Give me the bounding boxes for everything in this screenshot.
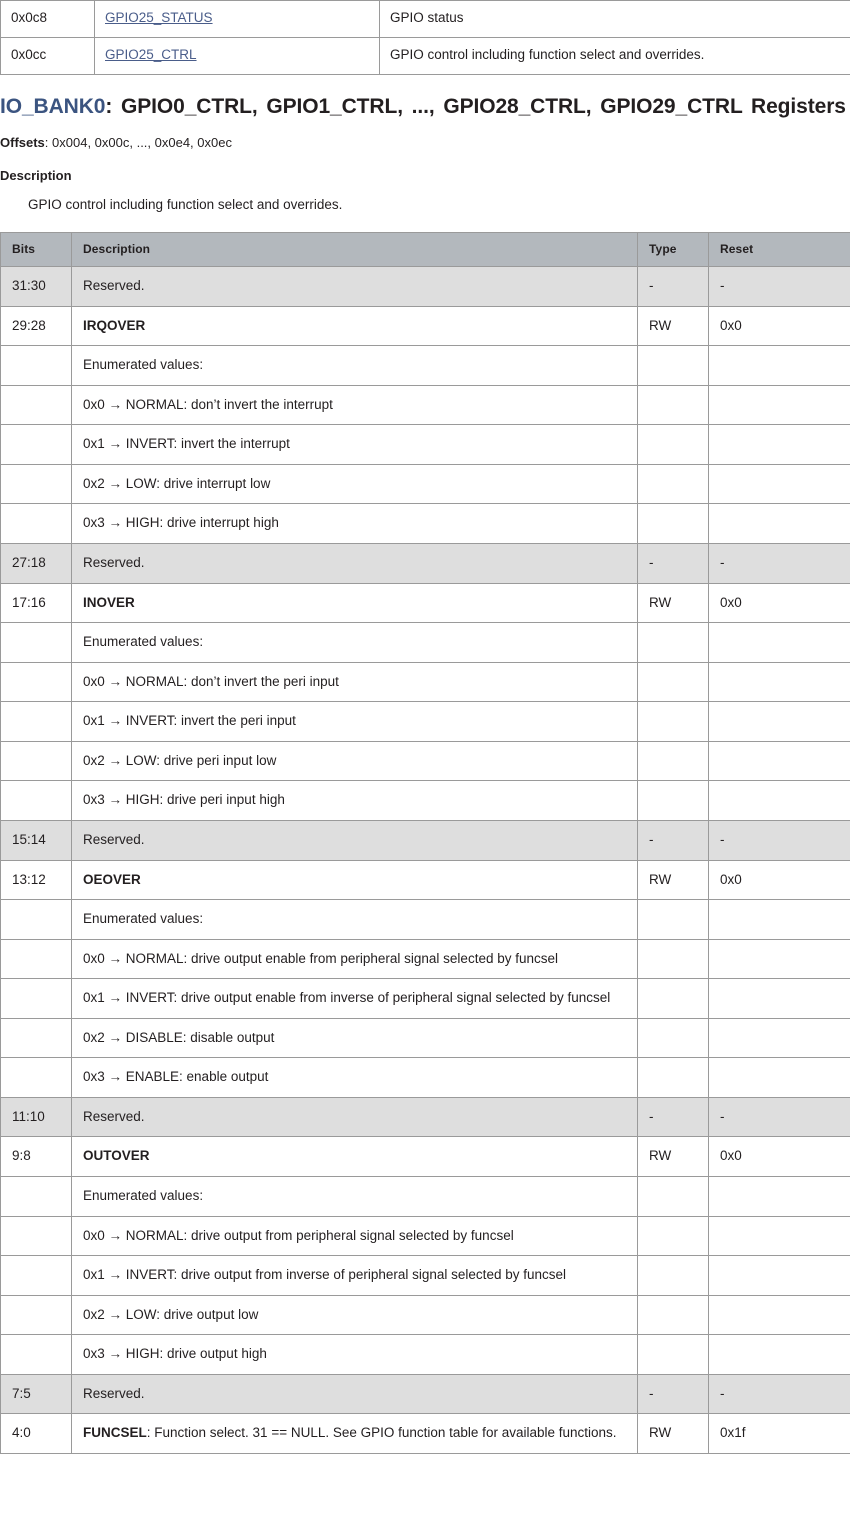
bit-range: 7:5 bbox=[1, 1374, 72, 1414]
bit-range bbox=[1, 1216, 72, 1256]
field-reset-value bbox=[709, 385, 850, 425]
register-link[interactable]: GPIO25_STATUS bbox=[105, 10, 213, 25]
field-reset-value bbox=[709, 1018, 850, 1058]
register-summary-body bbox=[1, 1, 850, 75]
enumerated-value: 0x3 → HIGH: drive peri input high bbox=[72, 781, 638, 821]
reserved-description: Reserved. bbox=[72, 820, 638, 860]
field-name-text: FUNCSEL bbox=[83, 1425, 147, 1441]
table-row bbox=[1, 267, 850, 307]
field-type bbox=[638, 781, 709, 821]
field-name bbox=[72, 306, 638, 346]
field-reset-value: - bbox=[709, 544, 850, 584]
field-reset-value: - bbox=[709, 1374, 850, 1414]
bit-range: 11:10 bbox=[1, 1097, 72, 1137]
table-row bbox=[1, 860, 850, 900]
bit-range bbox=[1, 504, 72, 544]
table-row bbox=[1, 1335, 850, 1375]
field-reset-value: - bbox=[709, 267, 850, 307]
bit-range bbox=[1, 662, 72, 702]
table-row bbox=[1, 1137, 850, 1177]
enumerated-value: 0x0 → NORMAL: don’t invert the interrupt bbox=[72, 385, 638, 425]
field-type bbox=[638, 504, 709, 544]
field-type: - bbox=[638, 1374, 709, 1414]
enumerated-value: 0x2 → DISABLE: disable output bbox=[72, 1018, 638, 1058]
table-row bbox=[1, 662, 850, 702]
bit-range bbox=[1, 939, 72, 979]
bit-range bbox=[1, 623, 72, 663]
enumerated-values-label: Enumerated values: bbox=[72, 900, 638, 940]
table-row bbox=[1, 1374, 850, 1414]
field-type bbox=[638, 979, 709, 1019]
enumerated-value: 0x1 → INVERT: invert the interrupt bbox=[72, 425, 638, 465]
field-type: RW bbox=[638, 583, 709, 623]
field-reset-value bbox=[709, 1335, 850, 1375]
field-name-text: INOVER bbox=[83, 594, 135, 610]
bit-range bbox=[1, 702, 72, 742]
field-name bbox=[72, 860, 638, 900]
reserved-description: Reserved. bbox=[72, 544, 638, 584]
field-type bbox=[638, 939, 709, 979]
field-reset-value bbox=[709, 504, 850, 544]
bit-range bbox=[1, 1335, 72, 1375]
bit-range bbox=[1, 1295, 72, 1335]
offsets-value: : 0x004, 0x00c, ..., 0x0e4, 0x0ec bbox=[44, 135, 232, 151]
table-row bbox=[1, 741, 850, 781]
table-row bbox=[1, 1177, 850, 1217]
page-title-rest: : GPIO0_CTRL, GPIO1_CTRL, ..., GPIO28_CTRL, GPIO29_CTRL Registers bbox=[105, 94, 846, 118]
bit-range: 29:28 bbox=[1, 306, 72, 346]
table-row bbox=[1, 306, 850, 346]
field-reset-value: 0x1f bbox=[709, 1414, 850, 1454]
bit-range bbox=[1, 900, 72, 940]
field-reset-value: - bbox=[709, 820, 850, 860]
table-row bbox=[1, 1256, 850, 1296]
reserved-description: Reserved. bbox=[72, 1097, 638, 1137]
enumerated-value: 0x0 → NORMAL: drive output enable from peripheral signal selected by funcsel bbox=[72, 939, 638, 979]
table-row bbox=[1, 1058, 850, 1098]
field-reset-value bbox=[709, 1256, 850, 1296]
bit-range bbox=[1, 979, 72, 1019]
enumerated-value: 0x2 → LOW: drive interrupt low bbox=[72, 464, 638, 504]
bit-range: 9:8 bbox=[1, 1137, 72, 1177]
reserved-description: Reserved. bbox=[72, 1374, 638, 1414]
field-reset-value bbox=[709, 741, 850, 781]
field-reset-value bbox=[709, 781, 850, 821]
field-type: - bbox=[638, 820, 709, 860]
table-row bbox=[1, 1097, 850, 1137]
field-type: - bbox=[638, 544, 709, 584]
table-row bbox=[1, 939, 850, 979]
bit-range bbox=[1, 1058, 72, 1098]
reserved-description: Reserved. bbox=[72, 267, 638, 307]
table-row bbox=[1, 504, 850, 544]
field-type bbox=[638, 346, 709, 386]
table-row bbox=[1, 346, 850, 386]
field-reset-value bbox=[709, 979, 850, 1019]
enumerated-values-label: Enumerated values: bbox=[72, 346, 638, 386]
enumerated-values-label: Enumerated values: bbox=[72, 1177, 638, 1217]
field-reset-value: 0x0 bbox=[709, 583, 850, 623]
register-link[interactable]: GPIO25_CTRL bbox=[105, 46, 197, 62]
table-row bbox=[1, 702, 850, 742]
bit-range bbox=[1, 1256, 72, 1296]
field-type: RW bbox=[638, 1414, 709, 1454]
table-row bbox=[1, 425, 850, 465]
register-summary-table bbox=[0, 0, 850, 75]
register-name-cell bbox=[95, 37, 380, 74]
field-type bbox=[638, 1256, 709, 1296]
bit-range bbox=[1, 741, 72, 781]
bit-field-table bbox=[0, 232, 850, 1454]
field-type: RW bbox=[638, 306, 709, 346]
field-reset-value bbox=[709, 1295, 850, 1335]
table-row bbox=[1, 1414, 850, 1454]
field-reset-value bbox=[709, 1177, 850, 1217]
table-row bbox=[1, 781, 850, 821]
column-header-reset: Reset bbox=[709, 232, 850, 266]
enumerated-value: 0x1 → INVERT: invert the peri input bbox=[72, 702, 638, 742]
enumerated-value: 0x0 → NORMAL: don’t invert the peri input bbox=[72, 662, 638, 702]
enumerated-value: 0x0 → NORMAL: drive output from peripheral signal selected by funcsel bbox=[72, 1216, 638, 1256]
bit-range bbox=[1, 1018, 72, 1058]
field-reset-value: 0x0 bbox=[709, 1137, 850, 1177]
field-description bbox=[72, 1414, 638, 1454]
field-type bbox=[638, 385, 709, 425]
field-reset-value bbox=[709, 662, 850, 702]
page-title bbox=[0, 94, 850, 120]
field-type bbox=[638, 1216, 709, 1256]
field-reset-value bbox=[709, 464, 850, 504]
field-reset-value bbox=[709, 623, 850, 663]
field-type bbox=[638, 425, 709, 465]
field-type: RW bbox=[638, 1137, 709, 1177]
table-row bbox=[1, 385, 850, 425]
field-name bbox=[72, 1137, 638, 1177]
bit-range: 31:30 bbox=[1, 267, 72, 307]
enumerated-value: 0x1 → INVERT: drive output enable from inverse of peripheral signal selected by funcsel bbox=[72, 979, 638, 1019]
enumerated-value: 0x2 → LOW: drive output low bbox=[72, 1295, 638, 1335]
bit-range bbox=[1, 781, 72, 821]
bit-range: 17:16 bbox=[1, 583, 72, 623]
peripheral-name: IO_BANK0 bbox=[0, 94, 106, 118]
bit-range: 13:12 bbox=[1, 860, 72, 900]
register-offset: 0x0c8 bbox=[1, 1, 95, 38]
column-header-type: Type bbox=[638, 232, 709, 266]
table-row bbox=[1, 1295, 850, 1335]
field-type: RW bbox=[638, 860, 709, 900]
column-header-bits: Bits bbox=[1, 232, 72, 266]
field-reset-value: - bbox=[709, 1097, 850, 1137]
description-text: GPIO control including function select and overrides. bbox=[28, 197, 343, 213]
table-row bbox=[1, 544, 850, 584]
bit-range bbox=[1, 385, 72, 425]
table-row bbox=[1, 464, 850, 504]
field-name bbox=[72, 583, 638, 623]
register-description: GPIO status bbox=[380, 1, 850, 38]
enumerated-value: 0x1 → INVERT: drive output from inverse of peripheral signal selected by funcsel bbox=[72, 1256, 638, 1296]
table-header-row bbox=[1, 232, 850, 266]
bit-range: 15:14 bbox=[1, 820, 72, 860]
table-row bbox=[1, 979, 850, 1019]
field-reset-value bbox=[709, 1216, 850, 1256]
field-type: - bbox=[638, 1097, 709, 1137]
offsets-line bbox=[0, 135, 850, 152]
field-reset-value: 0x0 bbox=[709, 306, 850, 346]
description-label: Description bbox=[0, 168, 72, 184]
field-type: - bbox=[638, 267, 709, 307]
register-description: GPIO control including function select and overrides. bbox=[380, 37, 850, 74]
field-reset-value bbox=[709, 702, 850, 742]
field-type bbox=[638, 741, 709, 781]
field-type bbox=[638, 1295, 709, 1335]
bit-range bbox=[1, 1177, 72, 1217]
field-type bbox=[638, 900, 709, 940]
table-row bbox=[1, 583, 850, 623]
field-type bbox=[638, 1335, 709, 1375]
field-reset-value: 0x0 bbox=[709, 860, 850, 900]
field-name-text: OUTOVER bbox=[83, 1148, 150, 1164]
enumerated-value: 0x3 → HIGH: drive output high bbox=[72, 1335, 638, 1375]
bit-range bbox=[1, 464, 72, 504]
field-type bbox=[638, 702, 709, 742]
table-row bbox=[1, 820, 850, 860]
register-offset: 0x0cc bbox=[1, 37, 95, 74]
enumerated-value: 0x3 → ENABLE: enable output bbox=[72, 1058, 638, 1098]
enumerated-value: 0x2 → LOW: drive peri input low bbox=[72, 741, 638, 781]
bit-range bbox=[1, 425, 72, 465]
field-reset-value bbox=[709, 346, 850, 386]
field-type bbox=[638, 662, 709, 702]
field-type bbox=[638, 1018, 709, 1058]
field-description-text: : Function select. 31 == NULL. See GPIO function table for available functions. bbox=[146, 1425, 617, 1441]
field-type bbox=[638, 623, 709, 663]
bit-range: 4:0 bbox=[1, 1414, 72, 1454]
field-name-text: IRQOVER bbox=[83, 317, 146, 333]
column-header-description: Description bbox=[72, 232, 638, 266]
field-type bbox=[638, 1177, 709, 1217]
field-reset-value bbox=[709, 1058, 850, 1098]
register-name-cell bbox=[95, 1, 380, 38]
bit-field-table-head bbox=[1, 232, 850, 266]
field-reset-value bbox=[709, 425, 850, 465]
table-row bbox=[1, 37, 850, 74]
table-row bbox=[1, 1018, 850, 1058]
table-row bbox=[1, 900, 850, 940]
enumerated-values-label: Enumerated values: bbox=[72, 623, 638, 663]
field-type bbox=[638, 464, 709, 504]
bit-field-table-body bbox=[1, 267, 850, 1454]
table-row bbox=[1, 1216, 850, 1256]
enumerated-value: 0x3 → HIGH: drive interrupt high bbox=[72, 504, 638, 544]
bit-range: 27:18 bbox=[1, 544, 72, 584]
table-row bbox=[1, 623, 850, 663]
field-type bbox=[638, 1058, 709, 1098]
table-row bbox=[1, 1, 850, 38]
bit-range bbox=[1, 346, 72, 386]
field-reset-value bbox=[709, 900, 850, 940]
offsets-label: Offsets bbox=[0, 135, 45, 151]
field-name-text: OEOVER bbox=[83, 871, 141, 887]
field-reset-value bbox=[709, 939, 850, 979]
